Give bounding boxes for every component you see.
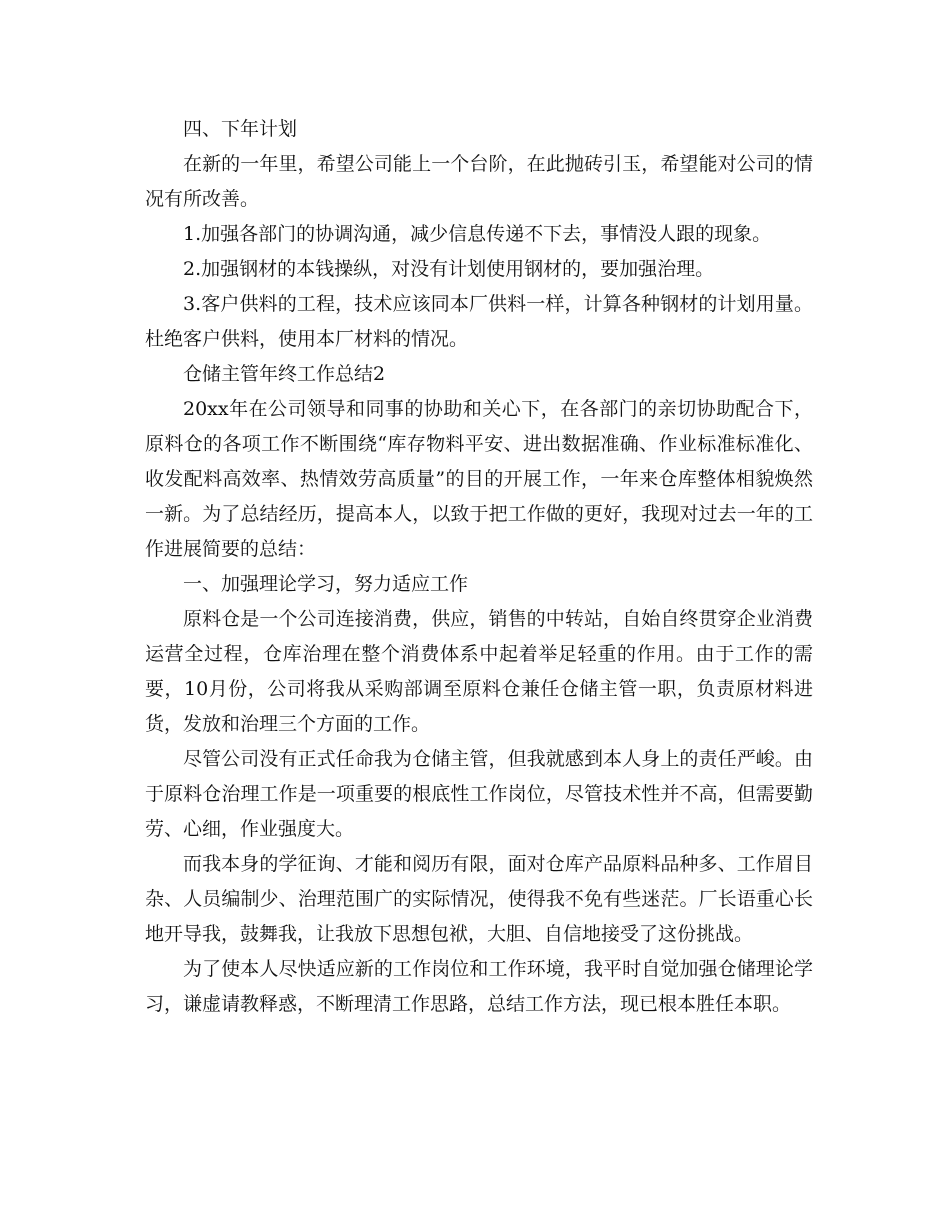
section-heading-theory-study: 一、加强理论学习，努力适应工作 bbox=[183, 573, 469, 595]
section-heading-next-year-plan: 四、下年计划 bbox=[183, 118, 298, 140]
paragraph-warehouse-role: 原料仓是一个公司连接消费，供应，销售的中转站，自始自终贯穿企业消费运营全过程，仓库治理在整个消费体系中起着举足轻重的作用。由于工作的需要，10月份，公司将我从采购部调至原料仓兼任仓储主管一职，负责原材料进货，发放和治理三个方面的工作。 bbox=[145, 608, 813, 735]
paragraph-intro: 在新的一年里，希望公司能上一个台阶，在此抛砖引玉，希望能对公司的情况有所改善。 bbox=[145, 153, 813, 210]
document-title: 仓储主管年终工作总结2 bbox=[183, 363, 386, 385]
paragraph-challenge: 而我本身的学征询、才能和阅历有限，面对仓库产品原料品种多、工作眉目杂、人员编制少、治理范围广的实际情况，使得我不免有些迷茫。厂长语重心长地开导我，鼓舞我，让我放下思想包袱，大胆、自信地接受了这份挑战。 bbox=[145, 853, 813, 945]
list-item-2: 2.加强钢材的本钱操纵，对没有计划使用钢材的，要加强治理。 bbox=[183, 258, 715, 280]
list-item-1: 1.加强各部门的协调沟通，减少信息传递不下去，事情没人跟的现象。 bbox=[183, 223, 772, 245]
paragraph-adaptation: 为了使本人尽快适应新的工作岗位和工作环境，我平时自觉加强仓储理论学习，谦虚请教释惑，不断理清工作思路，总结工作方法，现已根本胜任本职。 bbox=[145, 958, 813, 1015]
document-page bbox=[145, 112, 813, 1022]
paragraph-responsibility: 尽管公司没有正式任命我为仓储主管，但我就感到本人身上的责任严峻。由于原料仓治理工作是一项重要的根底性工作岗位，尽管技术性并不高，但需要勤劳、心细，作业强度大。 bbox=[145, 748, 813, 840]
paragraph-summary: 20xx年在公司领导和同事的协助和关心下，在各部门的亲切协助配合下，原料仓的各项工作不断围绕“库存物料平安、进出数据准确、作业标准标准化、收发配料高效率、热情效劳高质量”的目的开展工作，一年来仓库整体相貌焕然一新。为了总结经历，提高本人，以致于把工作做的更好，我现对过去一年的工作进展简要的总结： bbox=[145, 398, 813, 560]
list-item-3: 3.客户供料的工程，技术应该同本厂供料一样，计算各种钢材的计划用量。杜绝客户供料，使用本厂材料的情况。 bbox=[145, 293, 813, 350]
